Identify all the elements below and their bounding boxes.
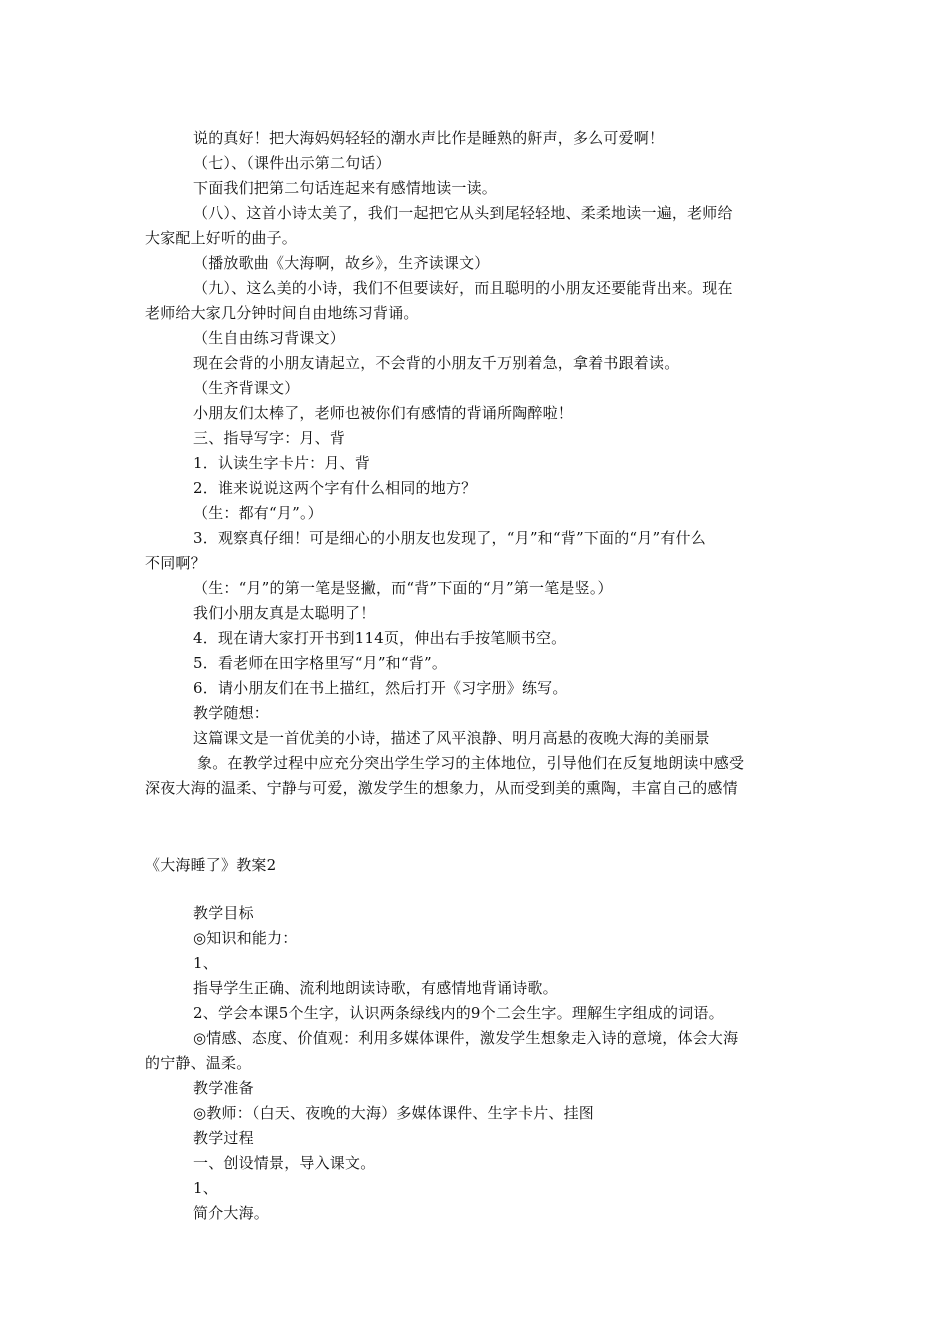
paragraph-line: 的宁静、温柔。 — [145, 1054, 252, 1072]
paragraph-line: 指导学生正确、流利地朗读诗歌，有感情地背诵诗歌。 — [193, 979, 558, 997]
list-item: 3．观察真仔细！可是细心的小朋友也发现了，“月”和“背”下面的“月”有什么 — [193, 529, 706, 547]
paragraph-line: （播放歌曲《大海啊，故乡》，生齐读课文） — [193, 254, 490, 272]
paragraph-line: 这篇课文是一首优美的小诗，描述了风平浪静、明月高悬的夜晚大海的美丽景 — [193, 729, 710, 747]
paragraph-line: 现在会背的小朋友请起立，不会背的小朋友千万别着急，拿着书跟着读。 — [193, 354, 680, 372]
paragraph-line: （生自由练习背课文） — [193, 329, 346, 347]
list-item: 4．现在请大家打开书到114页，伸出右手按笔顺书空。 — [193, 629, 567, 647]
paragraph-line: 说的真好！把大海妈妈轻轻的潮水声比作是睡熟的鼾声，多么可爱啊！ — [193, 129, 665, 147]
section-heading: 三、指导写字：月、背 — [193, 429, 346, 447]
paragraph-line: 简介大海。 — [193, 1204, 270, 1222]
paragraph-line: （生：都有“月”。） — [193, 504, 323, 522]
paragraph-line: 我们小朋友真是太聪明了！ — [193, 604, 376, 622]
list-item: 2．谁来说说这两个字有什么相同的地方？ — [193, 479, 477, 497]
paragraph-line: （九）、这么美的小诗，我们不但要读好，而且聪明的小朋友还要能背出来。现在 — [193, 279, 733, 297]
paragraph-line: （生：“月”的第一笔是竖撇，而“背”下面的“月”第一笔是竖。） — [193, 579, 613, 597]
section-heading: 教学准备 — [193, 1079, 254, 1097]
paragraph-line: 大家配上好听的曲子。 — [145, 229, 298, 247]
list-item: 5．看老师在田字格里写“月”和“背”。 — [193, 654, 448, 672]
paragraph-line: ◎知识和能力： — [193, 929, 298, 947]
list-item: 2、学会本课5个生字，认识两条绿线内的9个二会生字。理解生字组成的词语。 — [193, 1004, 724, 1022]
section-heading: 教学目标 — [193, 904, 254, 922]
paragraph-line: 小朋友们太棒了，老师也被你们有感情的背诵所陶醉啦！ — [193, 404, 574, 422]
list-item: 1、 — [193, 954, 218, 972]
paragraph-line: （八）、这首小诗太美了，我们一起把它从头到尾轻轻地、柔柔地读一遍，老师给 — [193, 204, 733, 222]
list-item: 1、 — [193, 1179, 218, 1197]
paragraph-line: 象。在教学过程中应充分突出学生学习的主体地位，引导他们在反复地朗读中感受 — [197, 754, 745, 772]
paragraph-line: （生齐背课文） — [193, 379, 300, 397]
paragraph-line: 一、创设情景，导入课文。 — [193, 1154, 376, 1172]
paragraph-line: 深夜大海的温柔、宁静与可爱，激发学生的想象力，从而受到美的熏陶，丰富自己的感情 — [145, 779, 738, 797]
paragraph-line: （七）、（课件出示第二句话） — [193, 154, 391, 172]
paragraph-line: ◎教师：（白天、夜晚的大海）多媒体课件、生字卡片、挂图 — [193, 1104, 594, 1122]
list-item: 1．认读生字卡片：月、背 — [193, 454, 370, 472]
list-item: 6．请小朋友们在书上描红，然后打开《习字册》练写。 — [193, 679, 568, 697]
document-title: 《大海睡了》教案2 — [145, 856, 277, 874]
paragraph-line: 不同啊？ — [145, 554, 206, 572]
paragraph-line: ◎情感、态度、价值观：利用多媒体课件，激发学生想象走入诗的意境，体会大海 — [193, 1029, 739, 1047]
section-heading: 教学过程 — [193, 1129, 254, 1147]
paragraph-line: 老师给大家几分钟时间自由地练习背诵。 — [145, 304, 419, 322]
paragraph-line: 下面我们把第二句话连起来有感情地读一读。 — [193, 179, 498, 197]
section-heading: 教学随想： — [193, 704, 270, 722]
